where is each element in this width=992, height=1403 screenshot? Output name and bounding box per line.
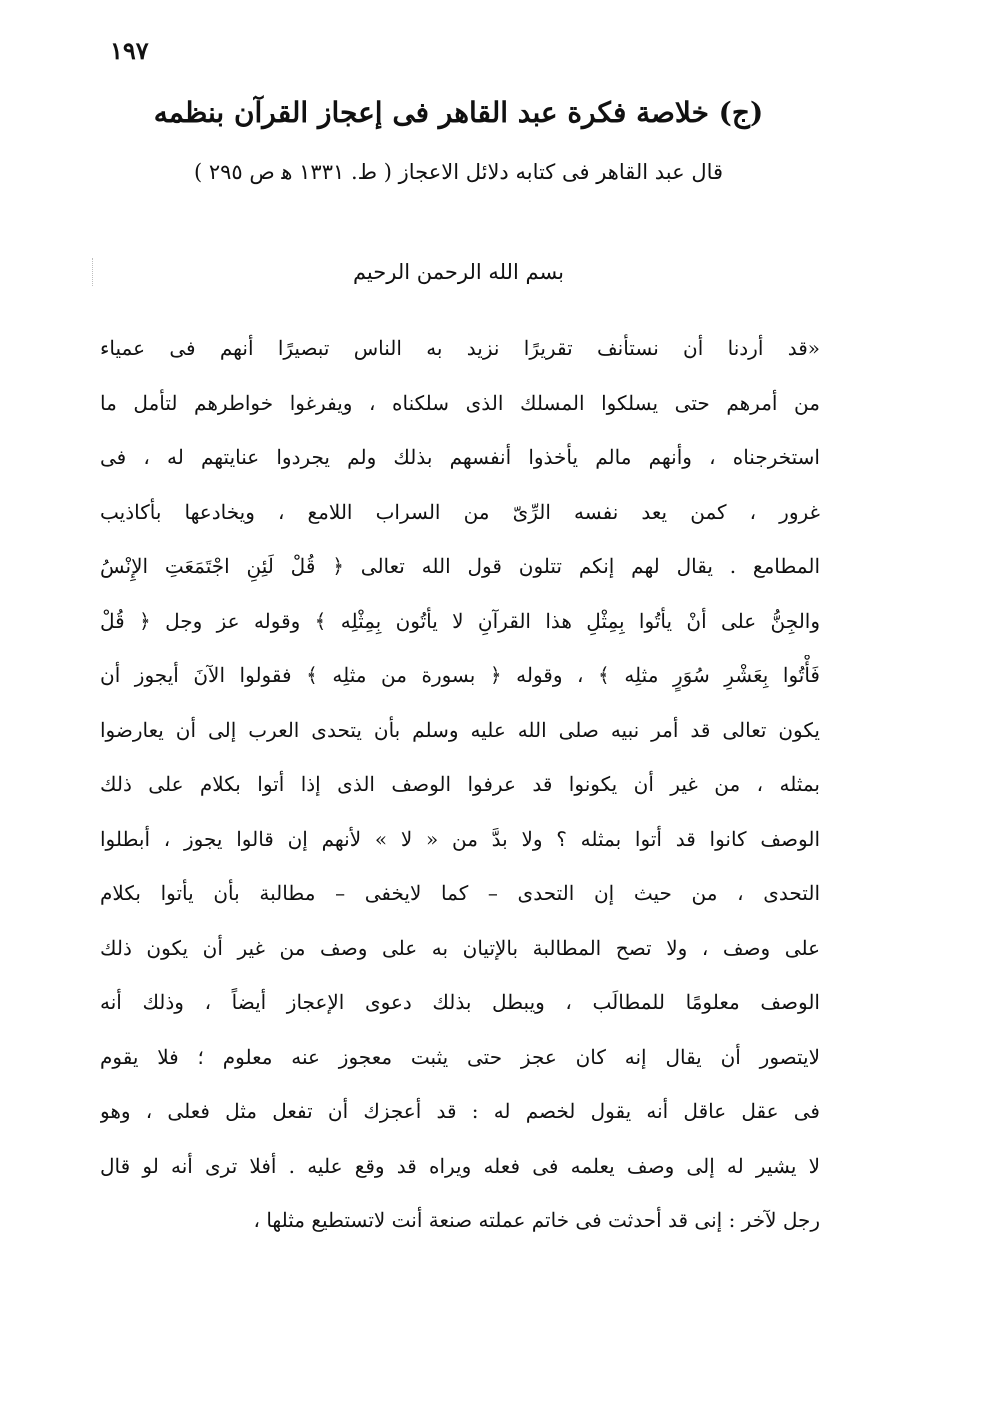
body-line: على وصف ، ولا تصح المطالبة بالإتيان به على وصف من غير أن يكون ذلك [100,935,820,960]
body-line: استخرجناه ، وأنهم مالم يأخذوا أنفسهم بذلك ولم يجردوا عنايتهم له ، فى [100,445,820,469]
body-line: التحدى ، من حيث إن التحدى – كما لايخفى – مطالبة بأن يأتوا بكلام [100,881,820,905]
body-line: رجل لآخر : إنى قد أحدثت فى خاتم عملته صنعة أنت لاتستطيع مثلها ، [253,1208,820,1232]
body-line: والجِنُّ على أنْ يأتُوا بِمِثْلِ هذا القرآنِ لا يأتُون بِمِثْلِه ﴾ وقوله عز وجل ﴿ قُلْ [100,608,820,633]
body-line: غرور ، كمن يعد نفسه الرِّىّ من السراب اللامع ، ويخادعها بأكاذيب [100,499,820,524]
body-line: لايتصور أن يقال إنه كان عجز حتى يثبت معجوز عنه معلوم ؛ فلا يقوم [100,1044,820,1069]
body-line: «قد أردنا أن نستأنف تقريرًا نزيد به الناس تبصيرًا أنهم فى عمياء [100,336,820,360]
body-line: فى عقل عاقل أنه يقول لخصم له : قد أعجزك أن تفعل مثل فعلى ، وهو [100,1099,820,1123]
body-line: بمثله ، من غير أن يكونوا قد عرفوا الوصف الذى إذا أتوا بكلام على ذلك [100,772,820,796]
page-number: ١٩٧ [110,36,149,65]
basmala: بسم الله الرحمن الرحيم [352,260,565,284]
body-line: يكون تعالى قد أمر نبيه صلى الله عليه وسلم بأن يتحدى العرب إلى أن يعارضوا [100,717,820,742]
body-line: من أمرهم حتى يسلكوا المسلك الذى سلكناه ، ويفرغوا خواطرهم لتأمل ما [100,390,820,415]
section-heading: (ج) خلاصة فكرة عبد القاهر فى إعجاز القرآن بنظمه [153,96,764,129]
margin-dotted-mark [92,258,95,286]
body-line: الوصف كانوا قد أتوا بمثله ؟ ولا بدَّ من « لا » لأنهم إن قالوا يجوز ، أبطلوا [100,826,820,851]
body-text [100,328,820,1255]
body-line: المطامع . يقال لهم إنكم تتلون قول الله تعالى ﴿ قُلْ لَئِنِ اجْتَمَعَتِ الإِنْسُ [100,554,820,578]
body-line: لا يشير له إلى وصف يعلمه فى فعله ويراه قد وقع عليه . أفلا ترى أنه لو قال [100,1153,820,1178]
source-citation: قال عبد القاهر فى كتابه دلائل الاعجاز ( ط. ١٣٣١ ﻫ ص ٢٩٥ ) [193,160,724,184]
body-line: فَأْتُوا بِعَشْرِ سُوَرٍ مثلِه ﴾ ، وقوله ﴿ بسورة من مثلِه ﴾ فقولوا الآنَ أيجوز أن [100,663,820,687]
body-line: الوصف معلومًا للمطالَب ، ويبطل بذلك دعوى الإعجاز أيضاً ، وذلك أنه [100,990,820,1014]
